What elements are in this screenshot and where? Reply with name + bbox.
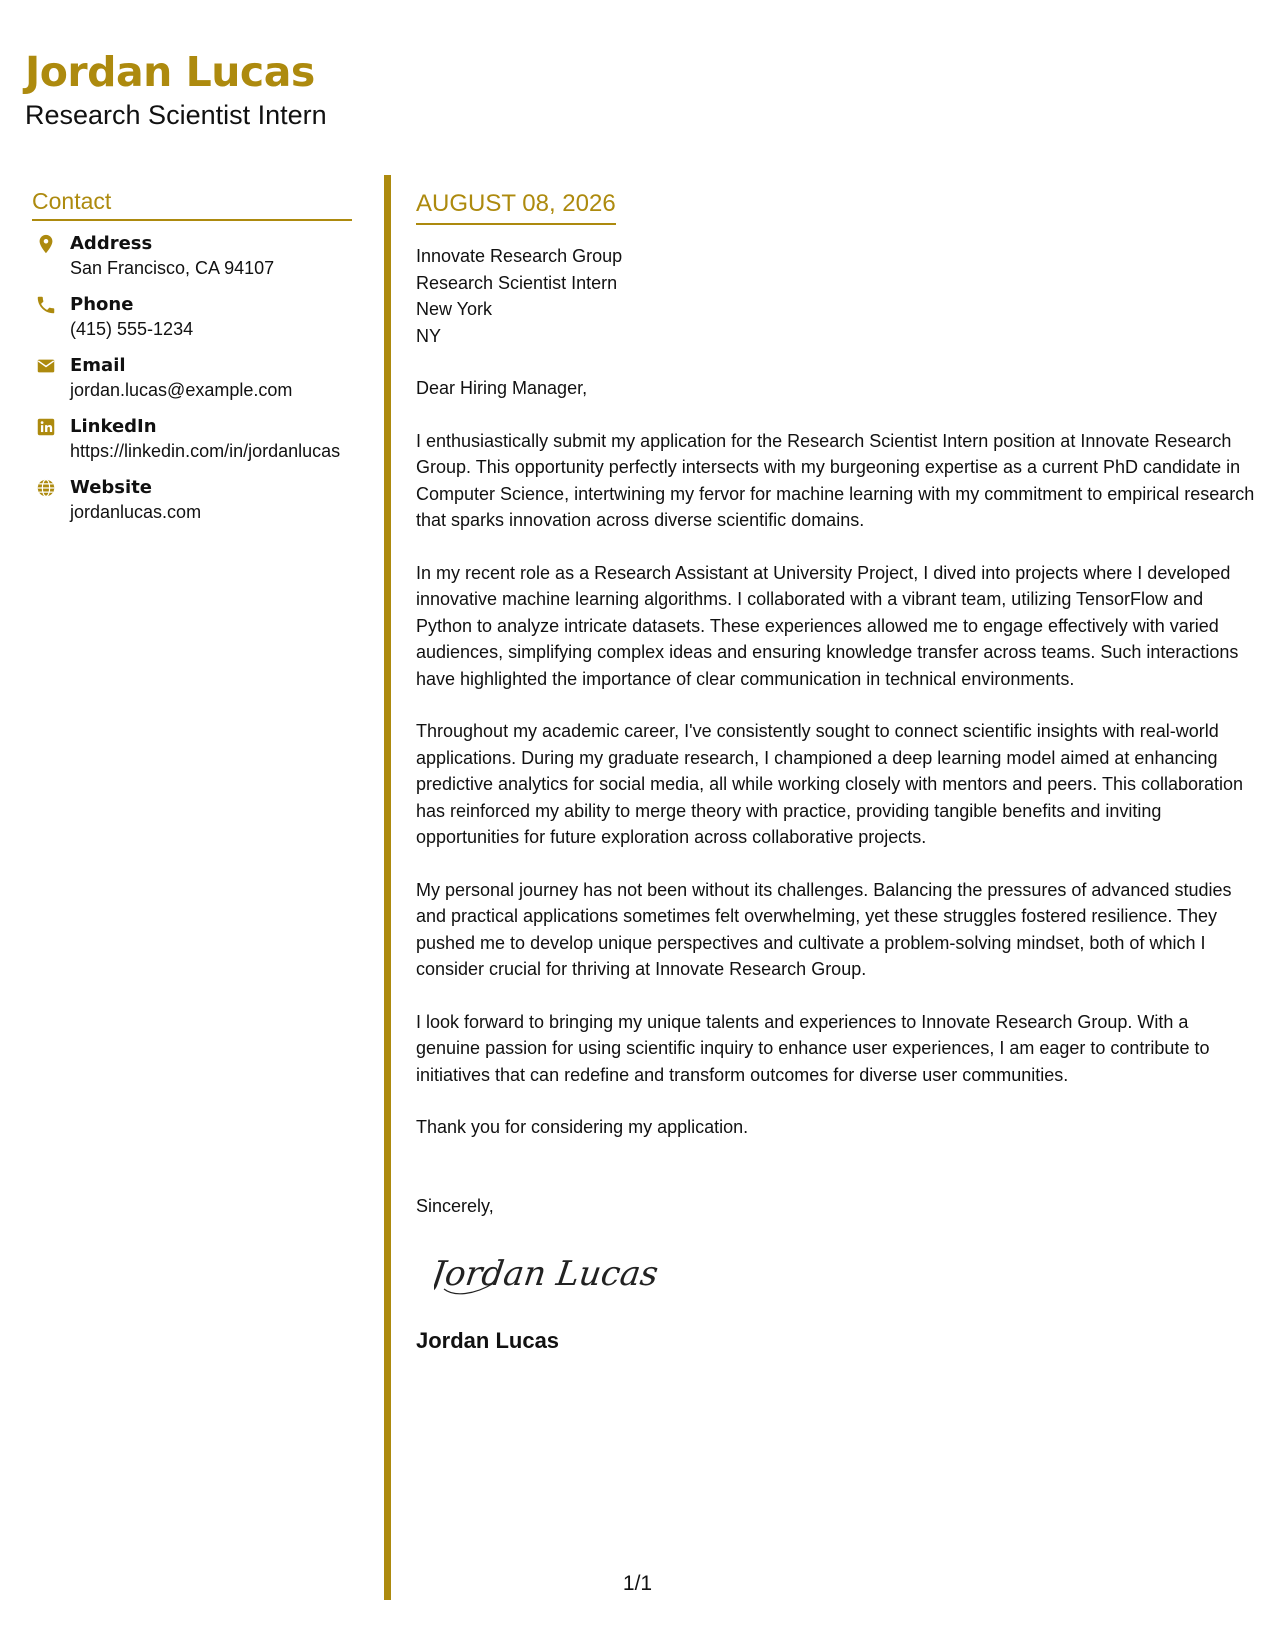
contact-item-email: [32, 353, 352, 403]
recipient-position: Research Scientist Intern: [416, 272, 618, 293]
contact-heading: Contact: [32, 188, 352, 221]
contact-item-website: [32, 475, 352, 525]
address-value: San Francisco, CA 94107: [70, 258, 275, 278]
signer-name: Jordan Lucas: [416, 1328, 560, 1353]
phone-icon: [35, 294, 57, 316]
contact-label: Email: [70, 355, 126, 376]
globe-icon: [35, 477, 57, 499]
map-pin-icon: [35, 233, 57, 255]
contact-item-phone: [32, 292, 352, 342]
recipient-city: New York: [416, 299, 493, 319]
letter-paragraph: I look forward to bringing my unique talents and experiences to Innovate Research Group. With a genuine passion for using scientific inquiry to enhance user experiences, I am eager to contribute to initiatives that can redefine and transform outcomes for diverse user communities.: [416, 1011, 1210, 1085]
letter-paragraph: Throughout my academic career, I've consistently sought to connect scientific insights with real-world applications. During my graduate research, I championed a deep learning model aimed at enhancing predictive analytics for social media, all while working closely with mentors and peers. This collaboration has reinforced my ability to merge theory with practice, providing tangible benefits and inviting opportunities for future exploration across collaborative projects.: [416, 721, 1244, 847]
handwritten-signature: [434, 1243, 664, 1303]
contact-list: [32, 231, 352, 525]
column-divider: [384, 175, 391, 1600]
letter-date: AUGUST 08, 2026: [416, 190, 616, 225]
linkedin-icon: [35, 416, 57, 438]
applicant-name: Jordan Lucas: [25, 48, 315, 96]
letter-paragraph: I enthusiastically submit my application for the Research Scientist Intern position at Innovate Research Group. This opportunity perfectly intersects with my burgeoning expertise as a current PhD candidate in Computer Science, intertwining my fervor for machine learning with my commitment to empirical research that sparks innovation across diverse scientific domains.: [416, 430, 1255, 530]
letter-paragraph: In my recent role as a Research Assistant at University Project, I dived into projects where I developed innovative machine learning algorithms. I collaborated with a vibrant team, utilizing TensorFlow and Python to analyze intricate datasets. These experiences allowed me to engage effectively with varied audiences, simplifying complex ideas and ensuring knowledge transfer across teams. Such interactions have highlighted the importance of clear communication in technical environments.: [416, 562, 1239, 689]
phone-value: (415) 555-1234: [70, 319, 194, 339]
linkedin-value[interactable]: https://linkedin.com/in/jordanlucas: [70, 441, 341, 461]
recipient-block: [416, 243, 1256, 349]
contact-item-linkedin: [32, 414, 352, 464]
letter-body: [416, 190, 1256, 1354]
salutation: Dear Hiring Manager,: [416, 378, 588, 398]
contact-item-address: [32, 231, 352, 281]
email-value[interactable]: jordan.lucas@example.com: [70, 380, 293, 400]
recipient-state: NY: [416, 325, 442, 346]
letter-paragraph: Thank you for considering my application.: [416, 1117, 749, 1137]
closing: Sincerely,: [416, 1195, 494, 1216]
signature-text: Jordan Lucas: [434, 1254, 661, 1294]
contact-sidebar: [32, 188, 352, 536]
contact-label: Phone: [70, 294, 134, 315]
contact-label: LinkedIn: [70, 416, 157, 437]
contact-label: Website: [70, 477, 153, 498]
contact-label: Address: [70, 233, 153, 254]
page-number: 1/1: [622, 1572, 653, 1595]
envelope-icon: [35, 355, 57, 377]
recipient-company: Innovate Research Group: [416, 246, 623, 266]
website-value[interactable]: jordanlucas.com: [70, 502, 202, 522]
applicant-title: Research Scientist Intern: [25, 100, 327, 130]
letter-paragraph: My personal journey has not been without its challenges. Balancing the pressures of advanced studies and practical applications sometimes felt overwhelming, yet these struggles fostered resilience. They pushed me to develop unique perspectives and cultivate a problem-solving mindset, both of which I consider crucial for thriving at Innovate Research Group.: [416, 879, 1232, 979]
